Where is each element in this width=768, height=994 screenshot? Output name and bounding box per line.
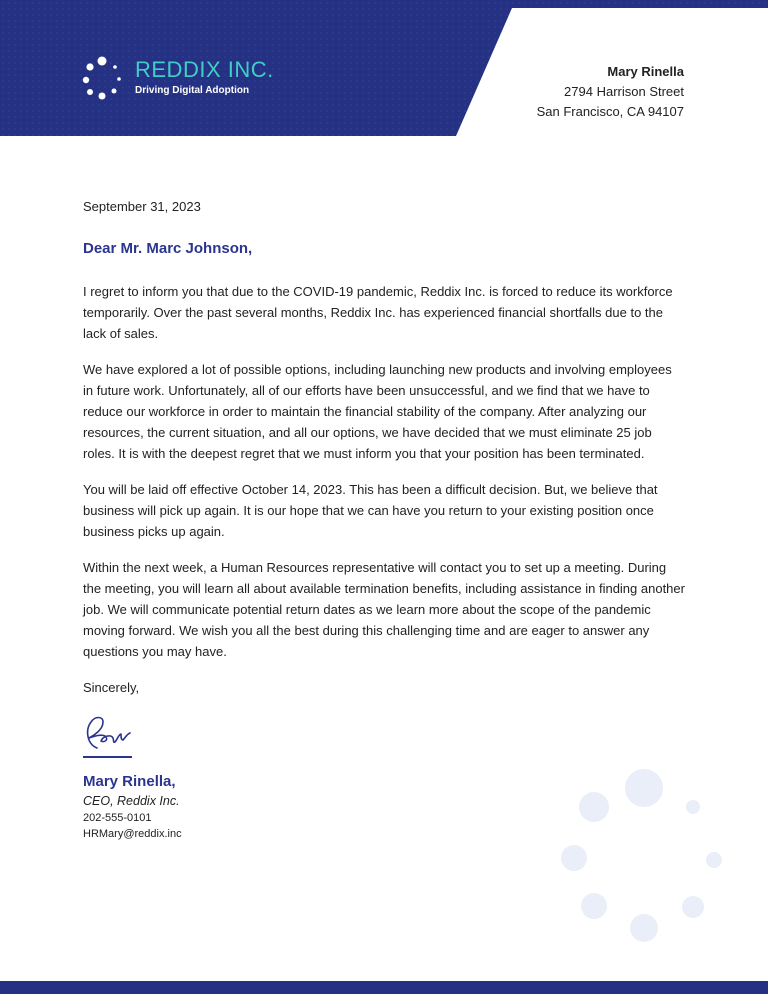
address-city: San Francisco, CA 94107 <box>536 104 684 119</box>
sender-email: HRMary@reddix.inc <box>83 827 182 840</box>
address-street: 2794 Harrison Street <box>564 84 684 99</box>
paragraph-1: I regret to inform you that due to the COVID-19 pandemic, Reddix Inc. is forced to reduce its workforce temporarily. Over the past several months, Reddix Inc. has experienced financial shortfalls due to the lack of sales. <box>83 284 673 341</box>
signature-line <box>83 756 132 758</box>
decor-dot <box>581 893 607 919</box>
company-name: REDDIX INC. <box>135 57 274 82</box>
letter-body <box>83 196 685 842</box>
paragraph-2: We have explored a lot of possible options, including launching new products and involving employees in future work. Unfortunately, all of our efforts have been unsuccessful, and we find that we have to reduce our workforce in order to maintain the financial stability of the company. After analyzing our resources, the current situation, and all our options, we have decided that we must eliminate 25 job roles. It is with the deepest regret that we must inform you that your position has been terminated. <box>83 362 672 461</box>
footer-band <box>0 981 768 994</box>
decor-dot <box>686 800 700 814</box>
paragraph-4: Within the next week, a Human Resources representative will contact you to set up a meeting. During the meeting, you will learn all about available termination benefits, including assistance in finding another job. We will communicate potential return dates as we learn more about the scope of the pandemic moving forward. We wish you all the best during this challenging time and are eager to answer any questions you may have. <box>83 560 685 659</box>
dotted-circle-logo-icon <box>80 56 124 100</box>
company-tagline: Driving Digital Adoption <box>135 85 250 96</box>
decor-dot <box>561 845 587 871</box>
closing: Sincerely, <box>83 680 140 695</box>
decorative-dots <box>550 760 740 950</box>
signature-image <box>83 712 133 752</box>
letter-date: September 31, 2023 <box>83 199 201 214</box>
sender-title: CEO, Reddix Inc. <box>83 793 180 808</box>
sender-phone: 202-555-0101 <box>83 811 152 824</box>
decor-dot <box>630 914 658 942</box>
salutation: Dear Mr. Marc Johnson, <box>83 240 253 257</box>
sender-name: Mary Rinella, <box>83 772 176 790</box>
recipient-address <box>537 62 684 122</box>
decor-dot <box>625 769 663 807</box>
paragraph-3: You will be laid off effective October 14, 2023. This has been a difficult decision. But, we believe that business will pick up again. It is our hope that we can have you return to your existing position once business picks up again. <box>83 482 658 539</box>
decor-dot <box>706 852 722 868</box>
address-name: Mary Rinella <box>607 64 684 79</box>
decor-dot <box>682 896 704 918</box>
decor-dot <box>579 792 609 822</box>
